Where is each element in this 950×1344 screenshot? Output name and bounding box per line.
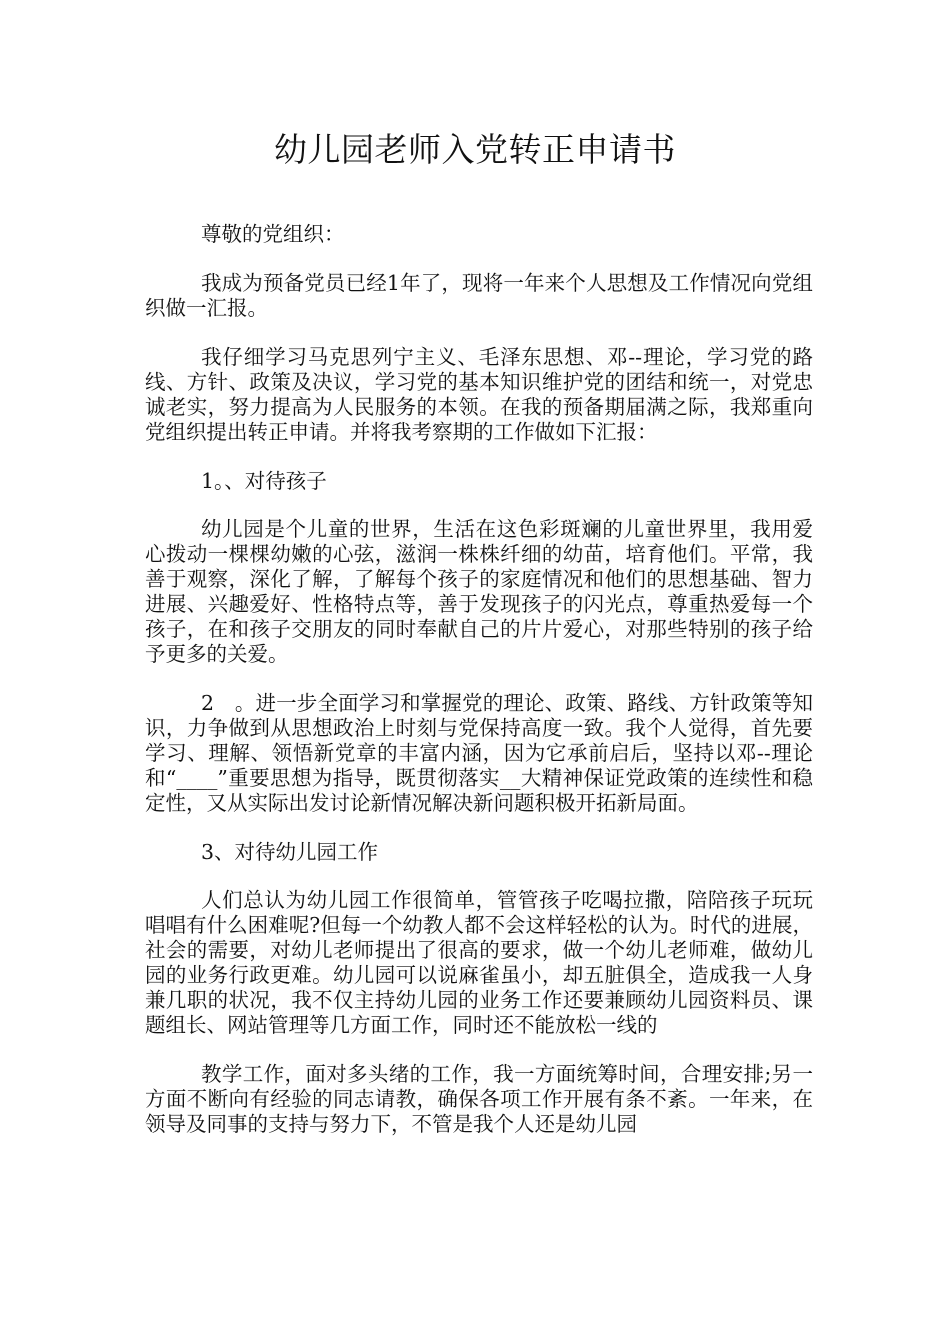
intro-paragraph: 我成为预备党员已经1年了，现将一年来个人思想及工作情况向党组织做一汇报。 xyxy=(145,271,813,320)
kindergarten-work-paragraph: 人们总认为幼儿园工作很简单，管管孩子吃喝拉撒，陪陪孩子玩玩唱唱有什么困难呢?但每一个幼教人都不会这样轻松的认为。时代的进展，社会的需要，对幼儿老师提出了很高的要求，做一个幼儿老师难，做幼儿园的业务行政更难。幼儿园可以说麻雀虽小，却五脏俱全，造成我一人身兼几职的状况，我不仅主持幼儿园的业务工作还要兼顾幼儿园资料员、课题组长、网站管理等几方面工作，同时还不能放松一线的 xyxy=(145,888,813,1037)
section-heading-children: 1。、对待孩子 xyxy=(201,469,327,493)
section-heading-kindergarten-work: 3、对待幼儿园工作 xyxy=(201,840,379,864)
children-paragraph: 幼儿园是个儿童的世界，生活在这色彩斑斓的儿童世界里，我用爱心拨动一棵棵幼嫩的心弦，滋润一株株纤细的幼苗，培育他们。平常，我善于观察，深化了解，了解每个孩子的家庭情况和他们的思想基础、智力进展、兴趣爱好、性格特点等，善于发现孩子的闪光点，尊重热爱每一个孩子，在和孩子交朋友的同时奉献自己的片片爱心，对那些特别的孩子给予更多的关爱。 xyxy=(145,517,813,666)
document-title: 幼儿园老师入党转正申请书 xyxy=(274,130,676,169)
study-paragraph: 我仔细学习马克思列宁主义、毛泽东思想、邓--理论，学习党的路线、方针、政策及决议，学习党的基本知识维护党的团结和统一，对党忠诚老实，努力提高为人民服务的本领。在我的预备期届满之际，我郑重向党组织提出转正申请。并将我考察期的工作做如下汇报： xyxy=(145,345,813,444)
theory-paragraph: 2 。进一步全面学习和掌握党的理论、政策、路线、方针政策等知识，力争做到从思想政治上时刻与党保持高度一致。我个人觉得，首先要学习、理解、领悟新党章的丰富内涵，因为它承前启后，坚持以邓--理论和“____”重要思想为指导，既贯彻落实__大精神保证党政策的连续性和稳定性，又从实际出发讨论新情况解决新问题积极开拓新局面。 xyxy=(145,691,813,815)
salutation-paragraph: 尊敬的党组织： xyxy=(201,222,345,246)
document-body xyxy=(145,222,813,1161)
teaching-work-paragraph: 教学工作，面对多头绪的工作，我一方面统筹时间，合理安排;另一方面不断向有经验的同志请教，确保各项工作开展有条不紊。一年来，在领导及同事的支持与努力下，不管是我个人还是幼儿园 xyxy=(145,1062,813,1136)
